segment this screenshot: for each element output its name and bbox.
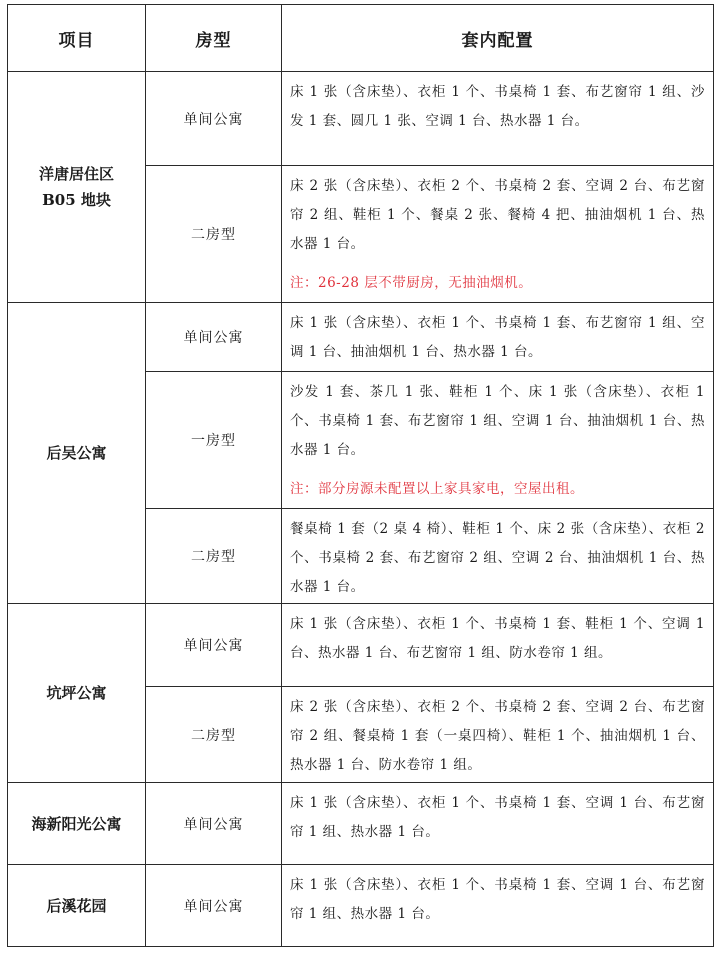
- config-text: 餐桌椅 1 套（2 桌 4 椅）、鞋柜 1 个、床 2 张（含床垫）、衣柜 2 个、书桌椅 2 套、布艺窗帘 2 组、空调 2 台、抽油烟机 1 台、热水器 1 台。: [290, 521, 705, 595]
- config-text: 沙发 1 套、茶几 1 张、鞋柜 1 个、床 1 张（含床垫）、衣柜 1 个、书桌椅 1 套、布艺窗帘 1 组、空调 1 台、抽油烟机 1 台、热水器 1 台。: [290, 384, 705, 458]
- config-cell: [282, 166, 714, 303]
- room-type: 二房型: [146, 687, 282, 783]
- config-cell: [282, 72, 714, 166]
- room-type: 一房型: [146, 372, 282, 509]
- room-type: 单间公寓: [146, 604, 282, 687]
- config-text: 床 1 张（含床垫）、衣柜 1 个、书桌椅 1 套、布艺窗帘 1 组、沙发 1 套、圆几 1 张、空调 1 台、热水器 1 台。: [290, 84, 705, 129]
- config-cell: [282, 783, 714, 865]
- config-cell: [282, 865, 714, 947]
- config-note: 注：部分房源未配置以上家具家电，空屋出租。: [290, 481, 584, 497]
- table-row: [8, 865, 714, 947]
- room-type: 单间公寓: [146, 72, 282, 166]
- config-cell: [282, 687, 714, 783]
- config-text: 床 2 张（含床垫）、衣柜 2 个、书桌椅 2 套、空调 2 台、布艺窗帘 2 组、餐桌椅 1 套（一桌四椅）、鞋柜 1 个、抽油烟机 1 台、热水器 1 台、防水卷帘 1 组。: [290, 699, 705, 773]
- config-text: 床 1 张（含床垫）、衣柜 1 个、书桌椅 1 套、鞋柜 1 个、空调 1 台、热水器 1 台、布艺窗帘 1 组、防水卷帘 1 组。: [290, 616, 705, 661]
- config-text: 床 1 张（含床垫）、衣柜 1 个、书桌椅 1 套、空调 1 台、布艺窗帘 1 组、热水器 1 台。: [290, 795, 705, 840]
- config-text: 床 1 张（含床垫）、衣柜 1 个、书桌椅 1 套、空调 1 台、布艺窗帘 1 组、热水器 1 台。: [290, 877, 705, 922]
- config-cell: [282, 303, 714, 372]
- room-type: 二房型: [146, 509, 282, 604]
- config-text: 床 1 张（含床垫）、衣柜 1 个、书桌椅 1 套、布艺窗帘 1 组、空调 1 台、抽油烟机 1 台、热水器 1 台。: [290, 315, 705, 360]
- room-type: 单间公寓: [146, 783, 282, 865]
- project-name: 后溪花园: [8, 865, 146, 947]
- config-text: 床 2 张（含床垫）、衣柜 2 个、书桌椅 2 套、空调 2 台、布艺窗帘 2 组、鞋柜 1 个、餐桌 2 张、餐椅 4 把、抽油烟机 1 台、热水器 1 台。: [290, 178, 705, 252]
- project-name: 海新阳光公寓: [8, 783, 146, 865]
- project-name: 洋唐居住区 B05 地块: [8, 72, 146, 303]
- project-name: 后吴公寓: [8, 303, 146, 604]
- header-project: 项目: [8, 5, 146, 72]
- config-cell: [282, 509, 714, 604]
- table-header-row: [8, 5, 714, 72]
- header-config: 套内配置: [282, 5, 714, 72]
- config-cell: [282, 604, 714, 687]
- room-type: 单间公寓: [146, 303, 282, 372]
- room-type: 单间公寓: [146, 865, 282, 947]
- table-row: [8, 783, 714, 865]
- apartment-config-table: [7, 4, 714, 947]
- table-row: [8, 72, 714, 166]
- table-row: [8, 604, 714, 687]
- config-note: 注：26-28 层不带厨房，无抽油烟机。: [290, 275, 533, 291]
- table-row: [8, 303, 714, 372]
- config-cell: [282, 372, 714, 509]
- project-name: 坑坪公寓: [8, 604, 146, 783]
- room-type: 二房型: [146, 166, 282, 303]
- header-room-type: 房型: [146, 5, 282, 72]
